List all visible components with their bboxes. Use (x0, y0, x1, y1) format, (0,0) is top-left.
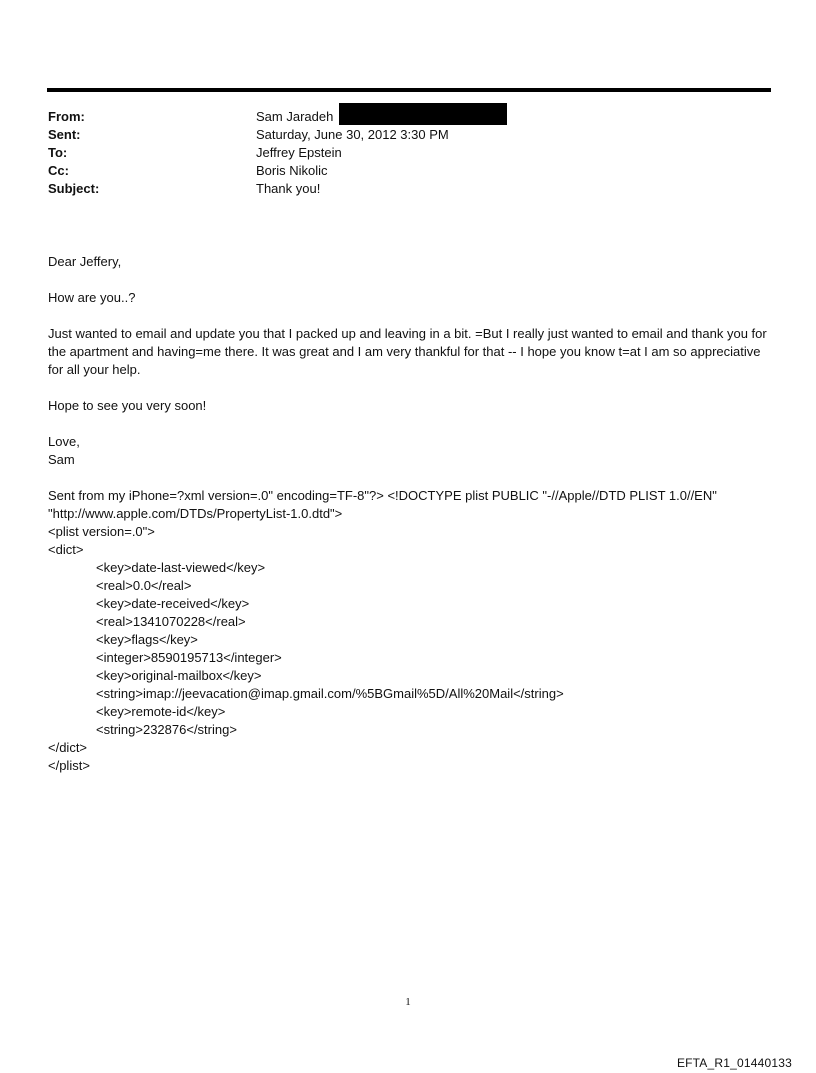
cc-value: Boris Nikolic (256, 163, 328, 178)
email-body (48, 253, 768, 775)
header-rule (47, 88, 771, 92)
to-row (48, 144, 768, 162)
plist-entry: <integer>8590195713</integer> (96, 650, 282, 665)
sent-row (48, 126, 768, 144)
greeting: Dear Jeffery, (48, 254, 122, 269)
plist-line: <dict> (48, 542, 84, 557)
closing: Love, (48, 434, 80, 449)
plist-entry: <string>232876</string> (96, 722, 237, 737)
subject-value: Thank you! (256, 181, 321, 196)
plist-entry: <key>date-received</key> (96, 596, 250, 611)
subject-label: Subject: (48, 181, 100, 196)
bates-number: EFTA_R1_01440133 (676, 1056, 792, 1070)
plist-entry: <key>original-mailbox</key> (96, 668, 262, 683)
plist-entry: <real>1341070228</real> (96, 614, 246, 629)
to-value: Jeffrey Epstein (256, 145, 342, 160)
subject-row (48, 180, 768, 198)
plist-line: </plist> (48, 758, 90, 773)
email-header (48, 108, 768, 198)
plist-line: <plist version=.0"> (48, 524, 155, 539)
from-label: From: (48, 109, 85, 124)
sent-label: Sent: (48, 127, 81, 142)
plist-line: Sent from my iPhone=?xml version=.0" encoding=TF-8"?> <!DOCTYPE plist PUBLIC "-//Apple//DTD PLIST 1.0//EN" (48, 488, 717, 503)
page-number: 1 (405, 996, 411, 1008)
plist-entry: <key>remote-id</key> (96, 704, 226, 719)
plist-entry: <key>flags</key> (96, 632, 198, 647)
plist-entry: <real>0.0</real> (96, 578, 192, 593)
cc-label: Cc: (48, 163, 69, 178)
to-label: To: (48, 145, 68, 160)
plist-line: </dict> (48, 740, 88, 755)
sent-value: Saturday, June 30, 2012 3:30 PM (256, 127, 449, 142)
from-name: Sam Jaradeh (256, 109, 334, 124)
cc-row (48, 162, 768, 180)
hope-line: Hope to see you very soon! (48, 398, 207, 413)
from-row (48, 108, 768, 126)
plist-entry: <string>imap://jeevacation@imap.gmail.com/%5BGmail%5D/All%20Mail</string> (96, 686, 564, 701)
question: How are you..? (48, 290, 136, 305)
plist-block (48, 487, 768, 775)
plist-entry: <key>date-last-viewed</key> (96, 560, 266, 575)
from-value (256, 108, 507, 126)
plist-line: "http://www.apple.com/DTDs/PropertyList-1.0.dtd"> (48, 506, 343, 521)
redaction-box (339, 103, 507, 125)
signature: Sam (48, 452, 75, 467)
main-paragraph: Just wanted to email and update you that I packed up and leaving in a bit. =But I really just wanted to email and thank you for the apartment and having=me there. It was great and I am very thankful for that -- I hope you know t=at I am so appreciative for all your help. (48, 326, 767, 377)
